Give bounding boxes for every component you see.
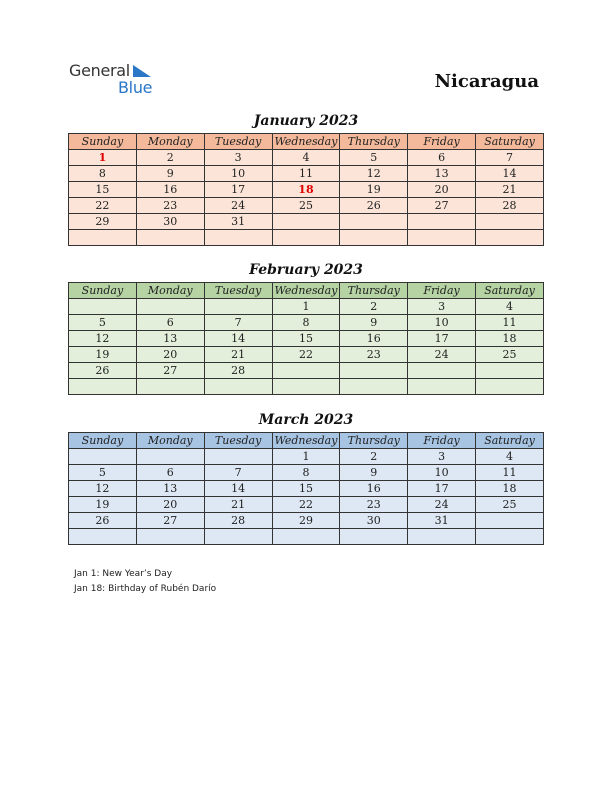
day-cell[interactable]: 28 xyxy=(204,363,272,379)
weekday-header-saturday: Saturday xyxy=(476,433,544,449)
logo-triangle-icon xyxy=(133,63,155,79)
empty-day-cell xyxy=(136,529,204,545)
weekday-header-tuesday: Tuesday xyxy=(204,433,272,449)
week-row xyxy=(69,347,544,363)
weekday-header-sunday: Sunday xyxy=(69,283,137,299)
day-cell[interactable]: 23 xyxy=(136,198,204,214)
weekday-header-sunday: Sunday xyxy=(69,433,137,449)
day-cell[interactable]: 27 xyxy=(408,198,476,214)
day-cell[interactable]: 20 xyxy=(136,347,204,363)
day-cell[interactable]: 8 xyxy=(272,315,340,331)
weekday-header-monday: Monday xyxy=(136,283,204,299)
weekday-header-row xyxy=(69,283,544,299)
calendar-march xyxy=(68,432,544,545)
day-cell[interactable]: 23 xyxy=(340,347,408,363)
week-row xyxy=(69,497,544,513)
empty-day-cell xyxy=(476,214,544,230)
weekday-header-monday: Monday xyxy=(136,134,204,150)
day-cell[interactable]: 22 xyxy=(272,497,340,513)
empty-day-cell xyxy=(476,363,544,379)
day-cell[interactable]: 26 xyxy=(340,198,408,214)
day-cell[interactable]: 26 xyxy=(69,513,137,529)
empty-day-cell xyxy=(136,449,204,465)
calendar-february xyxy=(68,282,544,395)
day-cell[interactable]: 5 xyxy=(340,150,408,166)
empty-day-cell xyxy=(204,449,272,465)
week-row xyxy=(69,513,544,529)
empty-day-cell xyxy=(408,379,476,395)
week-row xyxy=(69,363,544,379)
day-cell[interactable]: 9 xyxy=(136,166,204,182)
logo-text-blue: Blue xyxy=(118,78,153,97)
day-cell[interactable]: 22 xyxy=(69,198,137,214)
holiday-note: Jan 1: New Year’s Day xyxy=(74,569,173,579)
day-cell[interactable]: 30 xyxy=(340,513,408,529)
day-cell[interactable]: 26 xyxy=(69,363,137,379)
day-cell[interactable]: 16 xyxy=(340,481,408,497)
day-cell[interactable]: 6 xyxy=(408,150,476,166)
day-cell[interactable]: 18 xyxy=(476,331,544,347)
week-row xyxy=(69,379,544,395)
day-cell[interactable]: 29 xyxy=(69,214,137,230)
weekday-header-wednesday: Wednesday xyxy=(272,433,340,449)
weekday-header-sunday: Sunday xyxy=(69,134,137,150)
day-cell[interactable]: 16 xyxy=(340,331,408,347)
week-row xyxy=(69,481,544,497)
day-cell[interactable]: 12 xyxy=(69,481,137,497)
holiday-note: Jan 18: Birthday of Rubén Darío xyxy=(74,584,217,594)
day-cell[interactable]: 11 xyxy=(476,315,544,331)
day-cell[interactable]: 7 xyxy=(204,315,272,331)
empty-day-cell xyxy=(204,529,272,545)
month-title-february: February 2023 xyxy=(249,262,363,278)
day-cell[interactable]: 28 xyxy=(204,513,272,529)
week-row xyxy=(69,150,544,166)
empty-day-cell xyxy=(476,513,544,529)
weekday-header-wednesday: Wednesday xyxy=(272,134,340,150)
day-cell[interactable]: 3 xyxy=(408,299,476,315)
empty-day-cell xyxy=(272,214,340,230)
empty-day-cell xyxy=(476,529,544,545)
day-cell[interactable]: 7 xyxy=(204,465,272,481)
day-cell[interactable]: 7 xyxy=(476,150,544,166)
empty-day-cell xyxy=(272,230,340,246)
empty-day-cell xyxy=(136,230,204,246)
weekday-header-row xyxy=(69,433,544,449)
day-cell[interactable]: 15 xyxy=(69,182,137,198)
day-cell[interactable]: 10 xyxy=(408,465,476,481)
day-cell[interactable]: 1 xyxy=(272,449,340,465)
day-cell[interactable]: 29 xyxy=(272,513,340,529)
day-cell[interactable]: 15 xyxy=(272,331,340,347)
country-title: Nicaragua xyxy=(434,71,539,92)
day-cell[interactable]: 4 xyxy=(476,449,544,465)
day-cell[interactable]: 31 xyxy=(204,214,272,230)
empty-day-cell xyxy=(408,529,476,545)
empty-day-cell xyxy=(476,379,544,395)
day-cell[interactable]: 24 xyxy=(408,347,476,363)
day-cell[interactable]: 14 xyxy=(204,331,272,347)
day-cell[interactable]: 30 xyxy=(136,214,204,230)
empty-day-cell xyxy=(69,379,137,395)
day-cell[interactable]: 9 xyxy=(340,465,408,481)
day-cell[interactable]: 24 xyxy=(408,497,476,513)
day-cell[interactable]: 21 xyxy=(476,182,544,198)
weekday-header-tuesday: Tuesday xyxy=(204,283,272,299)
weekday-header-saturday: Saturday xyxy=(476,283,544,299)
weekday-header-row xyxy=(69,134,544,150)
day-cell[interactable]: 13 xyxy=(136,331,204,347)
week-row xyxy=(69,214,544,230)
day-cell[interactable]: 12 xyxy=(340,166,408,182)
week-row xyxy=(69,465,544,481)
empty-day-cell xyxy=(204,379,272,395)
day-cell[interactable]: 14 xyxy=(204,481,272,497)
empty-day-cell xyxy=(476,230,544,246)
weekday-header-thursday: Thursday xyxy=(340,283,408,299)
empty-day-cell xyxy=(204,230,272,246)
week-row xyxy=(69,331,544,347)
day-cell[interactable]: 11 xyxy=(476,465,544,481)
day-cell[interactable]: 13 xyxy=(408,166,476,182)
day-cell[interactable]: 19 xyxy=(69,497,137,513)
empty-day-cell xyxy=(408,214,476,230)
day-cell[interactable]: 21 xyxy=(204,347,272,363)
weekday-header-monday: Monday xyxy=(136,433,204,449)
logo-text-general: General xyxy=(69,61,130,80)
day-cell[interactable]: 5 xyxy=(69,315,137,331)
week-row xyxy=(69,182,544,198)
day-cell[interactable]: 12 xyxy=(69,331,137,347)
empty-day-cell xyxy=(204,299,272,315)
empty-day-cell xyxy=(136,379,204,395)
empty-day-cell xyxy=(340,214,408,230)
day-cell[interactable]: 1 xyxy=(69,150,137,166)
day-cell[interactable]: 8 xyxy=(69,166,137,182)
week-row xyxy=(69,529,544,545)
day-cell[interactable]: 4 xyxy=(272,150,340,166)
empty-day-cell xyxy=(69,299,137,315)
weekday-header-friday: Friday xyxy=(408,433,476,449)
calendar-january xyxy=(68,133,544,246)
day-cell[interactable]: 23 xyxy=(340,497,408,513)
day-cell[interactable]: 25 xyxy=(476,347,544,363)
weekday-header-thursday: Thursday xyxy=(340,134,408,150)
empty-day-cell xyxy=(69,230,137,246)
empty-day-cell xyxy=(408,230,476,246)
weekday-header-tuesday: Tuesday xyxy=(204,134,272,150)
holiday-notes xyxy=(74,567,216,597)
day-cell[interactable]: 27 xyxy=(136,363,204,379)
day-cell[interactable]: 2 xyxy=(136,150,204,166)
day-cell[interactable]: 21 xyxy=(204,497,272,513)
day-cell[interactable]: 24 xyxy=(204,198,272,214)
empty-day-cell xyxy=(69,529,137,545)
empty-day-cell xyxy=(340,230,408,246)
day-cell[interactable]: 9 xyxy=(340,315,408,331)
day-cell[interactable]: 8 xyxy=(272,465,340,481)
day-cell[interactable]: 20 xyxy=(136,497,204,513)
day-cell[interactable]: 6 xyxy=(136,465,204,481)
day-cell[interactable]: 14 xyxy=(476,166,544,182)
day-cell[interactable]: 1 xyxy=(272,299,340,315)
weekday-header-saturday: Saturday xyxy=(476,134,544,150)
empty-day-cell xyxy=(408,363,476,379)
day-cell[interactable]: 31 xyxy=(408,513,476,529)
day-cell[interactable]: 19 xyxy=(340,182,408,198)
empty-day-cell xyxy=(272,529,340,545)
month-title-january: January 2023 xyxy=(253,113,359,129)
day-cell[interactable]: 2 xyxy=(340,449,408,465)
day-cell[interactable]: 6 xyxy=(136,315,204,331)
day-cell[interactable]: 11 xyxy=(272,166,340,182)
weekday-header-wednesday: Wednesday xyxy=(272,283,340,299)
day-cell[interactable]: 25 xyxy=(476,497,544,513)
day-cell[interactable]: 17 xyxy=(408,481,476,497)
day-cell[interactable]: 10 xyxy=(204,166,272,182)
day-cell[interactable]: 22 xyxy=(272,347,340,363)
weekday-header-friday: Friday xyxy=(408,134,476,150)
week-row xyxy=(69,315,544,331)
empty-day-cell xyxy=(340,379,408,395)
day-cell[interactable]: 20 xyxy=(408,182,476,198)
day-cell[interactable]: 17 xyxy=(204,182,272,198)
day-cell[interactable]: 27 xyxy=(136,513,204,529)
day-cell[interactable]: 3 xyxy=(204,150,272,166)
day-cell[interactable]: 18 xyxy=(476,481,544,497)
day-cell[interactable]: 15 xyxy=(272,481,340,497)
generalblue-logo[interactable] xyxy=(69,61,169,97)
week-row xyxy=(69,230,544,246)
empty-day-cell xyxy=(340,363,408,379)
day-cell[interactable]: 25 xyxy=(272,198,340,214)
empty-day-cell xyxy=(69,449,137,465)
month-title-march: March 2023 xyxy=(258,412,354,428)
weekday-header-thursday: Thursday xyxy=(340,433,408,449)
day-cell[interactable]: 5 xyxy=(69,465,137,481)
day-cell[interactable]: 28 xyxy=(476,198,544,214)
day-cell[interactable]: 17 xyxy=(408,331,476,347)
day-cell[interactable]: 2 xyxy=(340,299,408,315)
day-cell[interactable]: 4 xyxy=(476,299,544,315)
day-cell[interactable]: 10 xyxy=(408,315,476,331)
week-row xyxy=(69,449,544,465)
empty-day-cell xyxy=(340,529,408,545)
weekday-header-friday: Friday xyxy=(408,283,476,299)
empty-day-cell xyxy=(272,379,340,395)
week-row xyxy=(69,299,544,315)
empty-day-cell xyxy=(136,299,204,315)
day-cell[interactable]: 18 xyxy=(272,182,340,198)
day-cell[interactable]: 16 xyxy=(136,182,204,198)
week-row xyxy=(69,198,544,214)
empty-day-cell xyxy=(272,363,340,379)
day-cell[interactable]: 13 xyxy=(136,481,204,497)
day-cell[interactable]: 19 xyxy=(69,347,137,363)
week-row xyxy=(69,166,544,182)
day-cell[interactable]: 3 xyxy=(408,449,476,465)
